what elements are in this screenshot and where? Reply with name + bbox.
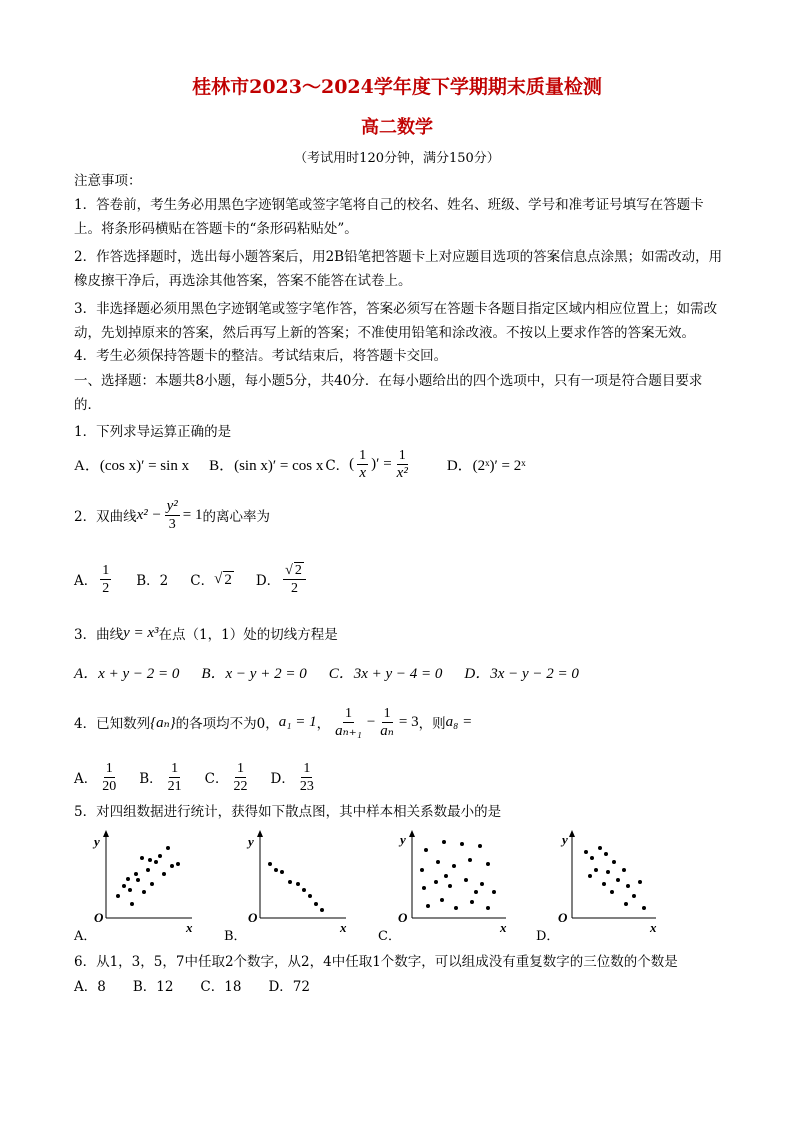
q2-option-a: A． $\frac{1}{2}$ — [74, 562, 110, 596]
q1-stem: 1．下列求导运算正确的是 — [74, 424, 232, 440]
svg-text:y: y — [400, 832, 406, 847]
q4-a8: a₈ = — [445, 713, 473, 730]
q3-option-d: D．3x − y − 2 = 0 — [464, 665, 579, 682]
q6-options: A．8 B．12 C．18 D．72 — [74, 979, 310, 995]
exam-title: 桂林市2023～2024学年度下学期期末质量检测 — [192, 76, 602, 98]
q4-stem — [74, 702, 472, 742]
q4-minus: − — [366, 713, 376, 730]
q4-option-b: B． $\frac{1}{21}$ — [139, 760, 182, 794]
q4-stem-c: ，则 — [418, 716, 446, 732]
q2-expr-b: = 1 — [182, 506, 203, 523]
q1-option-b: B．(sin x)′ = cos x — [209, 457, 324, 474]
svg-text:y: y — [562, 832, 568, 847]
q3-stem-b: 在点（1，1）处的切线方程是 — [158, 627, 338, 643]
q4-eq: = 3 — [398, 713, 419, 730]
q3-option-c: C．3x + y − 4 = 0 — [328, 665, 443, 682]
svg-text:x: x — [500, 920, 507, 935]
q1-option-a: A．(cos x)′ = sin x — [74, 457, 190, 474]
scatter-c-svg — [396, 822, 516, 935]
q3-option-a: A．x + y − 2 = 0 — [74, 665, 180, 682]
q2-expr-a: x² − — [136, 506, 162, 523]
svg-text:y: y — [94, 834, 100, 849]
q2-option-c: C． √ 2 — [190, 570, 232, 589]
q1-c-label: C． — [325, 458, 350, 474]
q1-options — [74, 447, 546, 481]
q4-stem-a: 4．已知数列 — [74, 716, 151, 732]
q4-option-d: D． $\frac{1}{23}$ — [270, 760, 314, 794]
q5-letter-a: A． — [74, 929, 97, 944]
q2-frac: $\frac{\text{y²}}{3}$ — [166, 497, 178, 532]
q5-scatter-d — [556, 822, 666, 935]
svg-text:y: y — [248, 834, 254, 849]
svg-text:O: O — [558, 910, 568, 925]
exam-subject: 高二数学 — [361, 117, 433, 138]
q2-stem-a: 2．双曲线 — [74, 509, 137, 525]
svg-text:O: O — [94, 910, 104, 925]
q5-scatter-a — [92, 822, 202, 935]
q2-stem — [74, 496, 270, 534]
q1-c-frac: $\frac{1}{x}$ — [359, 447, 367, 481]
svg-text:O: O — [248, 910, 258, 925]
q3-expr: y = x³ — [123, 624, 159, 641]
q4-a1: a₁ = 1 — [278, 713, 317, 730]
q5-scatter-b — [246, 822, 356, 935]
q3-options — [74, 661, 599, 683]
q5-letter-d: D． — [536, 929, 560, 944]
svg-text:x: x — [650, 920, 657, 935]
q4-stem-b: 的各项均不为0， — [175, 716, 279, 732]
exam-info: （考试用时120分钟，满分150分） — [294, 151, 500, 166]
q1-c-result: $\frac{1}{\text{x²}}$ — [396, 447, 408, 481]
q2-stem-b: 的离心率为 — [202, 509, 270, 525]
q2-options — [74, 560, 329, 598]
q3-stem-a: 3．曲线 — [74, 627, 124, 643]
svg-text:O: O — [398, 910, 408, 925]
notice-item-3: 3．非选择题必须用黑色字迹钢笔或签字笔作答，答案必须写在答题卡各题目指定区域内相应位置上；如需改动，先划掉原来的答案，然后再写上新的答案；不准使用铅笔和涂改液。不按以上要求作答的答案无效。 — [74, 301, 718, 341]
notice-item-4: 4．考生必须保持答题卡的整洁。考试结束后，将答题卡交回。 — [74, 348, 448, 364]
scatter-b-svg — [246, 822, 356, 935]
q6-stem: 6．从1，3，5，7中任取2个数字，从2，4中任取1个数字，可以组成没有重复数字的三位数的个数是 — [74, 954, 678, 970]
q2-option-b: B．2 — [136, 573, 169, 589]
scatter-a-svg — [92, 822, 202, 935]
q4-options — [74, 757, 339, 797]
q1-c-mid: )′ = — [371, 455, 392, 472]
q2-option-d: D． $\frac{√ 2}{2}$ — [256, 562, 309, 597]
scatter-d-svg — [556, 822, 666, 935]
notice-item-2: 2．作答选择题时，选出每小题答案后，用2B铅笔把答题卡上对应题目选项的答案信息点涂黑；如需改动，用橡皮擦干净后，再选涂其他答案，答案不能答在试卷上。 — [74, 249, 723, 289]
q4-seq: {aₙ} — [150, 714, 176, 731]
notice-item-1: 1．答卷前，考生务必用黑色字迹钢笔或签字笔将自己的校名、姓名、班级、学号和准考证号填写在答题卡上。将条形码横贴在答题卡的“条形码粘贴处”。 — [74, 197, 704, 237]
q5-scatter-c — [396, 822, 516, 935]
q4-frac-1: $\frac{1}{\text{aₙ₊₁}}$ — [335, 705, 362, 739]
q4-comma: ， — [316, 716, 331, 732]
svg-text:x: x — [340, 920, 347, 935]
svg-text:x: x — [186, 920, 193, 935]
q1-option-d: D．(2ˣ)′ = 2ˣ — [446, 457, 526, 474]
q1-option-c: C． ( $\frac{1}{x}$ )′ = $\frac{1}{\text{x²}}$ — [325, 447, 408, 481]
q4-option-a: A． $\frac{1}{20}$ — [74, 760, 117, 794]
q3-stem — [74, 622, 338, 644]
q3-option-b: B．x − y + 2 = 0 — [201, 665, 307, 682]
q4-frac-2: $\frac{1}{\text{aₙ}}$ — [380, 705, 394, 739]
notice-heading: 注意事项： — [74, 173, 142, 189]
section1-instructions: 一、选择题：本题共8小题，每小题5分，共40分．在每小题给出的四个选项中，只有一项是符合题目要求的． — [74, 373, 703, 413]
q4-option-c: C． $\frac{1}{22}$ — [204, 760, 248, 794]
q5-stem: 5．对四组数据进行统计，获得如下散点图，其中样本相关系数最小的是 — [74, 804, 502, 820]
q5-letter-c: C． — [378, 929, 401, 944]
q5-letter-b: B． — [224, 929, 247, 944]
